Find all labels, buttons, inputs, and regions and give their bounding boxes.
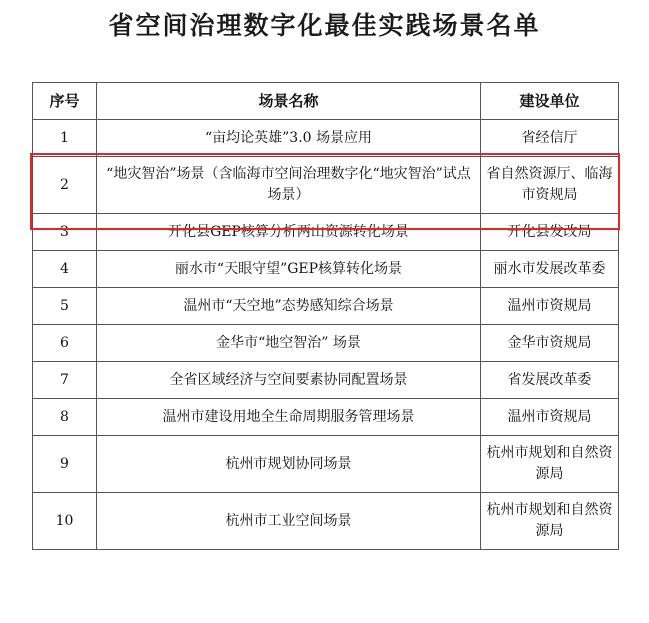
scenario-table <box>32 82 619 550</box>
row-scenario-name: 温州市建设用地全生命周期服务管理场景 <box>97 399 481 436</box>
header-scenario-name: 场景名称 <box>97 83 481 120</box>
table-row <box>33 214 619 251</box>
row-scenario-name: 金华市“地空智治” 场景 <box>97 325 481 362</box>
row-index: 2 <box>33 157 97 214</box>
table-row <box>33 251 619 288</box>
document-title: 省空间治理数字化最佳实践场景名单 <box>108 11 541 40</box>
row-unit: 杭州市规划和自然资源局 <box>481 493 619 550</box>
table-row <box>33 362 619 399</box>
row-scenario-name: 丽水市“天眼守望”GEP核算转化场景 <box>97 251 481 288</box>
row-index: 10 <box>33 493 97 550</box>
header-unit: 建设单位 <box>481 83 619 120</box>
row-unit: 省自然资源厅、临海市资规局 <box>481 157 619 214</box>
row-unit: 丽水市发展改革委 <box>481 251 619 288</box>
row-index: 8 <box>33 399 97 436</box>
table-row <box>33 325 619 362</box>
row-index: 9 <box>33 436 97 493</box>
row-index: 4 <box>33 251 97 288</box>
row-scenario-name: 杭州市规划协同场景 <box>97 436 481 493</box>
row-unit: 温州市资规局 <box>481 399 619 436</box>
row-unit: 杭州市规划和自然资源局 <box>481 436 619 493</box>
row-scenario-name: 杭州市工业空间场景 <box>97 493 481 550</box>
row-scenario-name: “地灾智治”场景（含临海市空间治理数字化“地灾智治”试点场景） <box>97 157 481 214</box>
row-index: 7 <box>33 362 97 399</box>
header-index: 序号 <box>33 83 97 120</box>
row-unit: 开化县发改局 <box>481 214 619 251</box>
table-header-row <box>33 83 619 120</box>
row-scenario-name: 温州市“天空地”态势感知综合场景 <box>97 288 481 325</box>
table-row <box>33 436 619 493</box>
row-scenario-name: “亩均论英雄”3.0 场景应用 <box>97 120 481 157</box>
table-row <box>33 157 619 214</box>
row-index: 6 <box>33 325 97 362</box>
row-unit: 省发展改革委 <box>481 362 619 399</box>
row-index: 5 <box>33 288 97 325</box>
row-unit: 省经信厅 <box>481 120 619 157</box>
row-index: 1 <box>33 120 97 157</box>
row-unit: 温州市资规局 <box>481 288 619 325</box>
row-unit: 金华市资规局 <box>481 325 619 362</box>
table-row <box>33 288 619 325</box>
row-scenario-name: 全省区域经济与空间要素协同配置场景 <box>97 362 481 399</box>
table-row <box>33 120 619 157</box>
row-index: 3 <box>33 214 97 251</box>
table-row <box>33 399 619 436</box>
row-scenario-name: 开化县GEP核算分析两山资源转化场景 <box>97 214 481 251</box>
table-row <box>33 493 619 550</box>
